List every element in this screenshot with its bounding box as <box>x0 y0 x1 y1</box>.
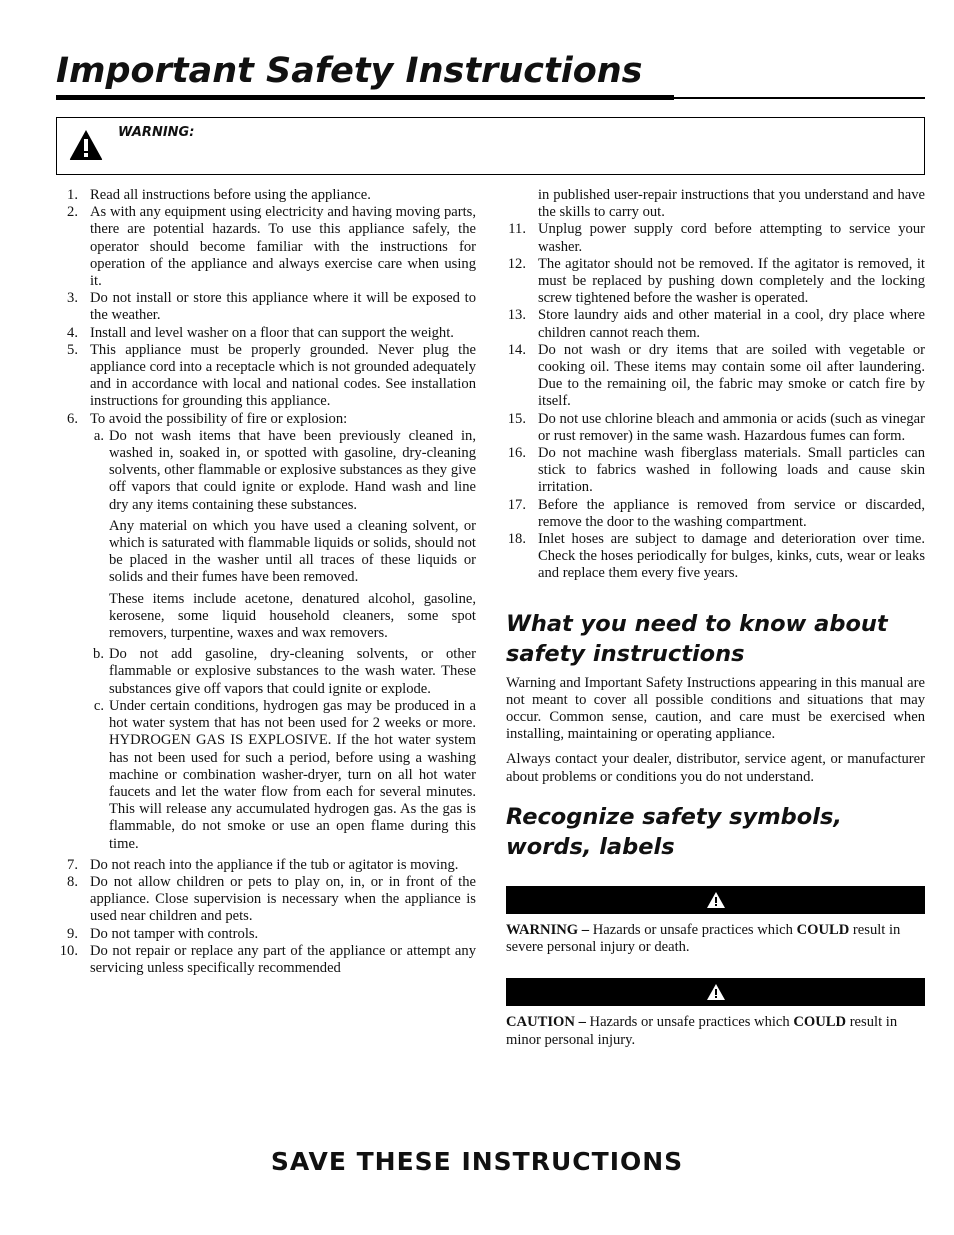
instruction-item: 4. Install and level washer on a floor that can support the weight. <box>67 324 454 341</box>
instruction-item: 17. Before the appliance is removed from service or discarded, remove the door to the washing compartment. <box>507 496 925 530</box>
instruction-item: 2. As with any equipment using electricity and having moving parts, there are potential hazards. To use this appliance safely, the operator should become familiar with the instructions for operation of the appliance and always exercise care when using it. <box>67 204 476 290</box>
instruction-item: 12. The agitator should not be removed. If the agitator is removed, it must be replaced by pushing down completely and the locking screw tightened before the washer is operated. <box>507 255 925 307</box>
section-heading-know: What you need to know about safety instructions <box>506 610 888 667</box>
instruction-item: 10. Do not repair or replace any part of the appliance or attempt any servicing unless specifically recommended <box>59 942 476 976</box>
title-rule-thick <box>56 95 674 100</box>
warning-label: WARNING: <box>118 125 195 140</box>
caution-triangle-icon <box>707 984 725 1000</box>
page-title: Important Safety Instructions <box>56 51 643 91</box>
left-column <box>58 187 476 977</box>
instruction-item: 6. To avoid the possibility of fire or explosion: a. Do not wash items that have been previously cleaned in, washed in, soaked in, or spotted with gasoline, dry-cleaning solvents, other flammable or explosive substances as they give off vapors that could ignite or explode. Hand wash and line dry any items containing these substances. Any material on which you have used a cleaning solvent, or which is saturated with flammable liquids or solids, should not be placed in the washer until all traces of these liquids or solids and their fumes have been removed. These items include acetone, denatured alcohol, gasoline, kerosene, some liquid household cleaners, some spot removers, turpentine, waxes and wax removers. b. Do not add gasoline, dry-cleaning solvents, or other flammable or explosive substances to the wash water. These substances give off vapors that could ignite or explode. c. Under certain conditions, hydrogen gas may be produced in a hot water system that has not been used for 2 weeks or more. HYDROGEN GAS IS EXPLOSIVE. If the hot water system has not been used for such a period, before using a washing machine or combination washer-dryer, turn on all hot water faucets and let the water flow from each for several minutes. This will release any accumulated hydrogen gas. As the gas is flammable, do not smoke or use an open flame during this time. <box>67 410 476 852</box>
instruction-item: 18. Inlet hoses are subject to damage and deterioration over time. Check the hoses periodically for bulges, kinks, cuts, wear or leaks and replace them every five years. <box>507 531 925 582</box>
know-paragraph-2: Always contact your dealer, distributor, service agent, or manufacturer about problems or conditions you do not understand. <box>506 751 925 785</box>
caution-definition: CAUTION – Hazards or unsafe practices which COULD result in minor personal injury. <box>506 1014 898 1048</box>
instruction-item: 7. Do not reach into the appliance if the tub or agitator is moving. <box>67 856 459 873</box>
section-heading-symbols: Recognize safety symbols, words, labels <box>506 803 842 860</box>
caution-label-bar <box>506 978 925 1006</box>
right-column <box>506 187 925 1049</box>
warning-definition: WARNING – Hazards or unsafe practices which COULD result in severe personal injury or death. <box>506 921 901 956</box>
instruction-continuation: in published user-repair instructions that you understand and have the skills to carry out. <box>538 187 925 221</box>
instruction-item: 16. Do not machine wash fiberglass materials. Small particles can stick to fabrics washed in following loads and cause skin irritation. <box>507 445 925 496</box>
instruction-item: 1. Read all instructions before using the appliance. <box>67 187 371 203</box>
warning-box <box>56 117 925 175</box>
instruction-item: 9. Do not tamper with controls. <box>67 925 259 942</box>
footer-save-instructions: SAVE THESE INSTRUCTIONS <box>270 1147 684 1176</box>
instruction-item: 15. Do not use chlorine bleach and ammonia or acids (such as vinegar or rust remover) in the same wash. Hazardous fumes can form. <box>507 410 926 444</box>
instruction-item: 13. Store laundry aids and other material in a cool, dry place where children cannot reach them. <box>507 307 925 341</box>
sub-item-a: a. Do not wash items that have been previously cleaned in, washed in, soaked in, or spotted with gasoline, dry-cleaning solvents, other flammable or explosive substances as they give off vapors that could ignite or explode. Hand wash and line dry any items containing these substances. Any material on which you have used a cleaning solvent, or which is saturated with flammable liquids or solids, should not be placed in the washer until all traces of these liquids or solids and their fumes have been removed. These items include acetone, denatured alcohol, gasoline, kerosene, some liquid household cleaners, some spot removers, turpentine, waxes and wax removers. <box>93 427 476 642</box>
instruction-item: 5. This appliance must be properly grounded. Never plug the appliance cord into a receptacle which is not grounded adequately and in accordance with local and national codes. See installation instructions for grounding this appliance. <box>67 341 476 410</box>
title-rule-thin <box>674 97 925 99</box>
instruction-item: 3. Do not install or store this appliance where it will be exposed to the weather. <box>67 290 476 324</box>
instruction-item: 11. Unplug power supply cord before attempting to service your washer. <box>508 221 925 255</box>
instruction-item: 14. Do not wash or dry items that are soiled with vegetable or cooking oil. These items may contain some oil after laundering. Due to the remaining oil, the fabric may smoke or catch fire by itself. <box>507 341 925 410</box>
warning-triangle-icon <box>69 129 103 161</box>
warning-triangle-icon <box>707 892 725 908</box>
instruction-item: 8. Do not allow children or pets to play on, in, or in front of the appliance. Close supervision is necessary when the appliance is used near children and pets. <box>67 873 476 925</box>
sub-item-b: b. Do not add gasoline, dry-cleaning solvents, or other flammable or explosive substances to the wash water. These substances give off vapors that could ignite or explode. <box>93 646 476 697</box>
sub-item-c: c. Under certain conditions, hydrogen gas may be produced in a hot water system that has not been used for 2 weeks or more. HYDROGEN GAS IS EXPLOSIVE. If the hot water system has not been used for such a period, before using a washing machine or combination washer-dryer, turn on all hot water faucets and let the water flow from each for several minutes. This will release any accumulated hydrogen gas. As the gas is flammable, do not smoke or use an open flame during this time. <box>93 697 476 852</box>
know-paragraph-1: Warning and Important Safety Instructions appearing in this manual are not meant to cover all possible conditions and situations that may occur. Common sense, caution, and care must be exercised when installing, maintaining or operating appliance. <box>506 674 925 743</box>
warning-label-bar <box>506 886 925 914</box>
